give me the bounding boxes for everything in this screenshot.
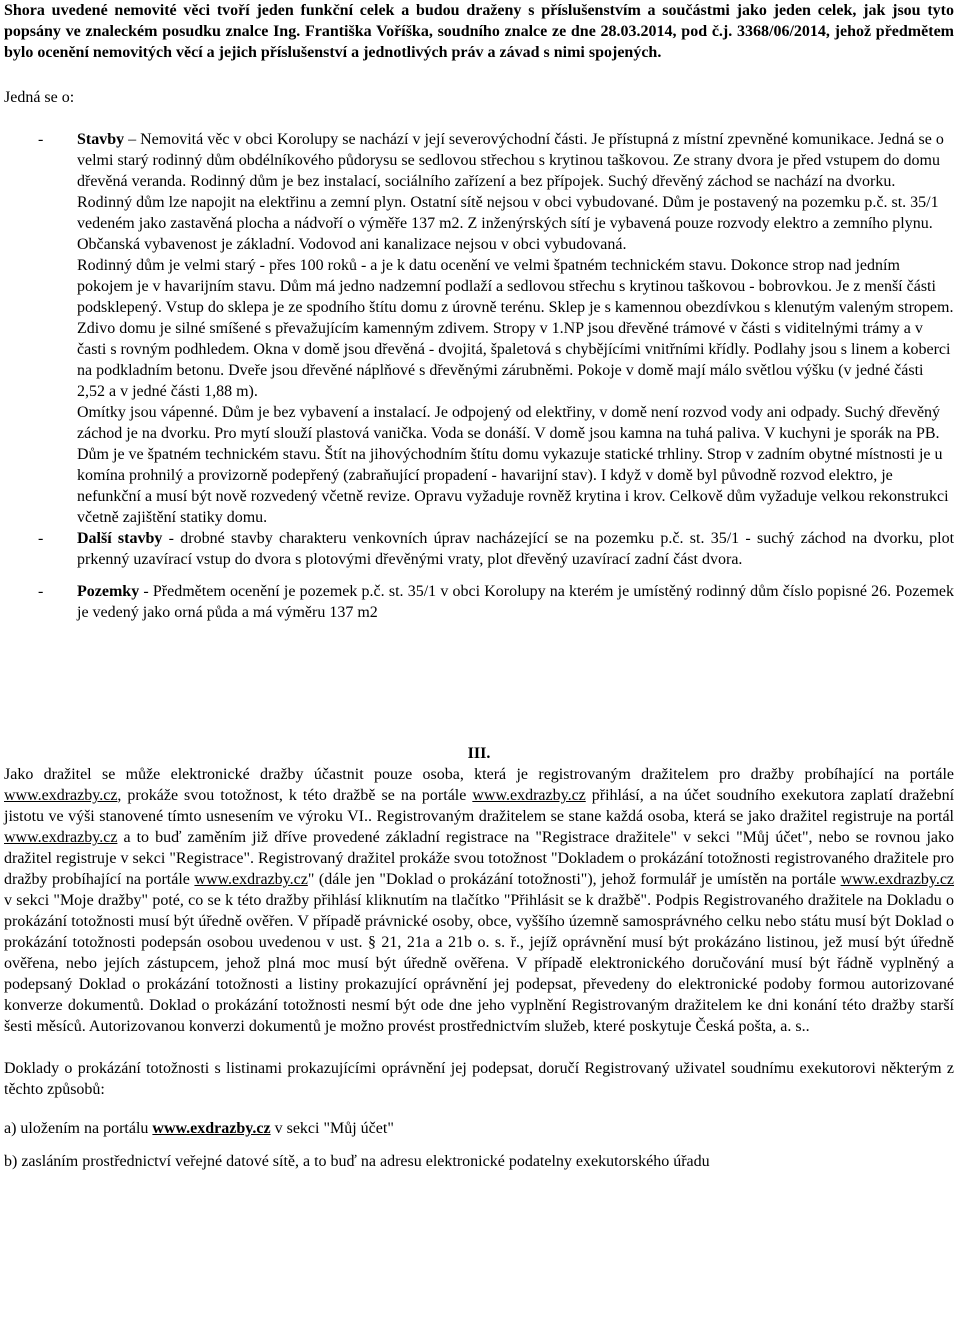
body-text: přihlásí, a na účet soudního exekutora zaplatí dražební jistotu ve výši stanovené tímto usnesením ve výroku VI.. Registrovaným dražitelem se stane každá osoba, která se jako dražitel registruje na portál (4, 787, 955, 825)
body-text: , prokáže svou totožnost, k této dražbě se na portále (117, 787, 473, 804)
option-a-suffix: v sekci "Můj účet" (270, 1120, 394, 1137)
body-text: a to buď zaměním již dříve provedené základní registrace na "Registrace dražitele" v sekci "Můj účet", nebo se rovnou jako dražitel registruje v sekci "Registrace". Registrovaný dražitel prokáže svou totožnost "Dokladem o prokázání totožnosti registrovaného dražitele pro dražby probíhající na portále (4, 829, 954, 888)
section-title: III. (467, 745, 491, 762)
body-text: Jako dražitel se může elektronické dražby účastnit pouze osoba, která je registrovaným dražitelem pro dražby probíhající na portále (4, 766, 954, 783)
pozemky-text: - Předmětem ocenění je pozemek p.č. st. 35/1 v obci Korolupy na kterém je umístěný rodinný dům číslo popisné 26. Pozemek je vedený jako orná půda a má výměru 137 m2 (77, 583, 954, 621)
body-text: " (dále jen "Doklad o prokázání totožnosti"), jehož formulář je umístěn na portále (307, 871, 841, 888)
option-a (4, 1118, 954, 1139)
body-text: v sekci "Moje dražby" poté, co se k této dražby přihlásí kliknutím na tlačítko "Přihlásit se k dražbě". Podpis Registrovaného dražitele na Dokladu o prokázání totožnosti musí být úředně ověřen. V případě právnické osoby, obce, vyššího územně samosprávného celku nebo státu musí být Doklad o prokázání totožnosti podepsán osobou uvedenou v ust. § 21, 21a a 21b o. s. ř., jejíž oprávnění musí být prokázáno listinou, jež musí být úředně ověřena, nebo jejích zástupcem, jehož plná moc musí být úředně ověřena. V případě elektronického doručování musí být řádně vyplněný a podepsaný Doklad o prokázání totožnosti a listiny prokazující oprávnění jej podepsat, převedeny do elektronické podoby formou autorizované konverze dokumentů. Doklad o prokázání totožnosti nesmí být ode dne jeho vyplnění Registrovaným dražitelem ke dni konání této dražby starší šesti měsíců. Autorizovanou konverzi dokumentů je možno provést prostřednictvím služeb, které poskytuje Česká pošta, a. s.. (4, 892, 954, 1035)
dalsi-stavby-title: Další stavby (77, 530, 163, 547)
list-item-stavby (4, 129, 954, 528)
exdrazby-link[interactable]: www.exdrazby.cz (4, 787, 118, 804)
pozemky-paragraph (77, 581, 954, 623)
dalsi-stavby-text: - drobné stavby charakteru venkovních úprav nacházející se na pozemku p.č. st. 35/1 - suchý záchod na dvorku, plot prkenný uzavírací vstup do dvora s plotovými dřevěnými vraty, plot dřevěný uzavírací zadní část dvora. (77, 530, 955, 568)
document-page (4, 0, 954, 1172)
stavby-title: Stavby (77, 131, 125, 148)
intro-paragraph: Shora uvedené nemovité věci tvoří jeden funkční celek a budou draženy s příslušenstvím a součástmi jako jeden celek, jak jsou tyto popsány ve znaleckém posudku znalce Ing. Františka Voříška, soudního znalce ze dne 28.03.2014, pod č.j. 3368/06/2014, jehož předmětem bylo ocenění nemovitých věcí a jejich příslušenství a jednotlivých práv a závad s nimi spojených. (4, 2, 954, 61)
exdrazby-link-bold[interactable]: www.exdrazby.cz (152, 1120, 271, 1137)
pozemky-title: Pozemky (77, 583, 140, 600)
exdrazby-link[interactable]: www.exdrazby.cz (4, 829, 118, 846)
dalsi-stavby-paragraph (77, 528, 954, 570)
list-dash: - (38, 131, 44, 148)
stavby-paragraph-2: Rodinný dům je velmi starý - přes 100 roků - a je k datu ocenění ve velmi špatném technickém stavu. Dokonce strop nad jedním pokojem je v havarijním stavu. Dům má jedno nadzemní podlaží a sedlovou střechu s krytinou taškovou - bobrovkou. Je z menší části podsklepený. Vstup do sklepa je ze spodního štítu domu z úrovně terénu. Sklep je s kamennou obezdívkou s klenutým valeným stropem. Zdivo domu je silné smíšené s převažujícím kamenným zdivem. Stropy v 1.NP jsou dřevěné trámové v části s viditelnými trámy a v časti s rovným podhledem. Okna v domě jsou dřevěná - dvojitá, špaletová s chybějícími vnitřními křídly. Podlahy jsou s linem a koberci na podkladním betonu. Dveře jsou dřevěné náplňové s dřevěnými zárubněmi. Pokoje v domě mají málo světlou výšku (v jedné části 2,52 a v jedné části 1,88 m). (77, 257, 954, 400)
list-dash: - (38, 530, 44, 547)
list-dash: - (38, 583, 44, 600)
exdrazby-link[interactable]: www.exdrazby.cz (472, 787, 586, 804)
list-item-pozemky (4, 581, 954, 623)
exdrazby-link[interactable]: www.exdrazby.cz (194, 871, 308, 888)
option-b (4, 1151, 954, 1172)
option-a-prefix: a) uložením na portálu (4, 1120, 153, 1137)
jedna-se-o-label: Jedná se o: (4, 89, 75, 106)
stavby-paragraph-4: Dům je ve špatném technickém stavu. Štít na jihovýchodním štítu domu vykazuje statické trhliny. Strop v zadním obytné místnosti je u komína prohnilý a provizorně podepřený (zabraňující propadení - havarijní stav). I když v domě byl původně rozvod elektro, je nefunkční a musí být nově rozvedený včetně revize. Opravu vyžaduje rovněž krytina i krov. Celkově dům vyžaduje velkou rekonstrukci včetně zajištění statiky domu. (77, 446, 949, 526)
option-b-text: b) zasláním prostřednictví veřejné datové sítě, a to buď na adresu elektronické podatelny exekutorského úřadu (4, 1153, 710, 1170)
stavby-paragraph-1 (77, 129, 954, 255)
stavby-text-1: – Nemovitá věc v obci Korolupy se nachází v její severovýchodní části. Je přístupná z místní zpevněné komunikace. Jedná se o velmi starý rodinný dům obdélníkového půdorysu se sedlovou střechou s krytinou taškovou. Ze strany dvora je před vstupem do domu dřevěná veranda. Rodinný dům je bez instalací, sociálního zařízení a bez přípojek. Suchý dřevěný záchod se nachází na dvorku. Rodinný dům lze napojit na elektřinu a zemní plyn. Ostatní sítě nejsou v obci vybudované. Dům je postavený na pozemku p.č. st. 35/1 vedeném jako zastavěná plocha a nádvoří o výměře 137 m2. Z inženýrských sítí je vybavená pouze rozvody elektro a zemního plynu. Občanská vybavenost je základní. Vodovod ani kanalizace nejsou v obci vybudovaná. (77, 131, 944, 253)
section-body (4, 764, 954, 1037)
delivery-intro: Doklady o prokázání totožnosti s listinami prokazujícími oprávnění jej podepsat, doručí Registrovaný uživatel soudnímu exekutorovi některým z těchto způsobů: (4, 1060, 954, 1098)
exdrazby-link[interactable]: www.exdrazby.cz (840, 871, 955, 888)
stavby-paragraph-3: Omítky jsou vápenné. Dům je bez vybavení a instalací. Je odpojený od elektřiny, v domě není rozvod vody ani odpady. Suchý dřevěný záchod je na dvorku. Pro mytí slouží plastová vanička. Voda se donáší. V domě jsou kamna na tuhá paliva. V kuchyni je sporák na PB. (77, 404, 941, 442)
property-list (4, 129, 954, 623)
list-item-dalsi-stavby (4, 528, 954, 570)
